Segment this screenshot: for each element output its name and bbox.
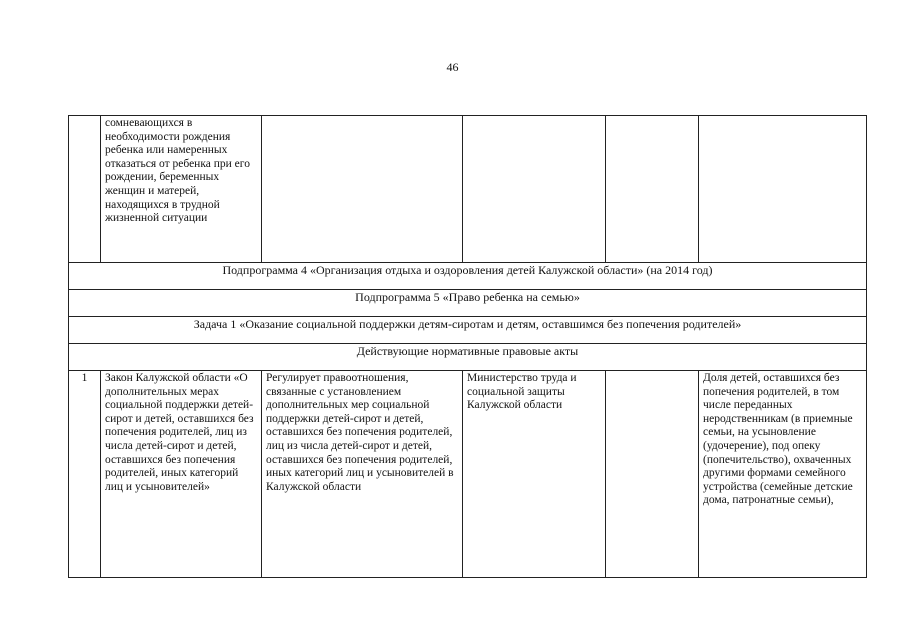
table-cell-target-group: сомневающихся в необходимости рождения ребенка или намеренных отказаться от ребенка при его рождении, беременных женщин и матерей, находящихся в трудной жизненной ситуации [101, 116, 262, 263]
section-row [69, 317, 867, 344]
table-cell-num [69, 116, 101, 263]
acts-heading: Действующие нормативные правовые акты [69, 344, 867, 371]
table-cell [699, 116, 867, 263]
table-row [69, 371, 867, 578]
table-cell [463, 116, 606, 263]
law-title: Закон Калужской области «О дополнительных мерах социальной поддержки детей-сирот и детей, оставшихся без попечения родителей, лиц из числа детей-сирот и детей, оставшихся без попечения родителей, иных категорий лиц и усыновителей» [101, 371, 262, 578]
legal-acts-table [68, 115, 867, 578]
section-row [69, 344, 867, 371]
row-number: 1 [69, 371, 101, 578]
responsible-body: Министерство труда и социальной защиты Калужской области [463, 371, 606, 578]
section-row [69, 290, 867, 317]
subprogram-5-heading: Подпрограмма 5 «Право ребенка на семью» [69, 290, 867, 317]
task-1-heading: Задача 1 «Оказание социальной поддержки детям-сиротам и детям, оставшимся без попечения родителей» [69, 317, 867, 344]
section-row [69, 263, 867, 290]
indicator-text: Доля детей, оставшихся без попечения родителей, в том числе переданных неродственникам (в приемные семьи, на усыновление (удочерение), под опеку (попечительство), охваченных другими формами семейного устройства (семейные детские дома, патронатные семьи), [699, 371, 867, 578]
page-number: 46 [446, 60, 459, 74]
subprogram-4-heading: Подпрограмма 4 «Организация отдыха и оздоровления детей Калужской области» (на 2014 год) [69, 263, 867, 290]
deadline-cell [606, 371, 699, 578]
law-description: Регулирует правоотношения, связанные с установлением дополнительных мер социальной поддержки детей-сирот и детей, оставшихся без попечения родителей, лиц из числа детей-сирот и детей, оставшихся без попечения родителей, иных категорий лиц и усыновителей в Калужской области [262, 371, 463, 578]
table-row [69, 116, 867, 263]
table-cell [606, 116, 699, 263]
table-cell [262, 116, 463, 263]
